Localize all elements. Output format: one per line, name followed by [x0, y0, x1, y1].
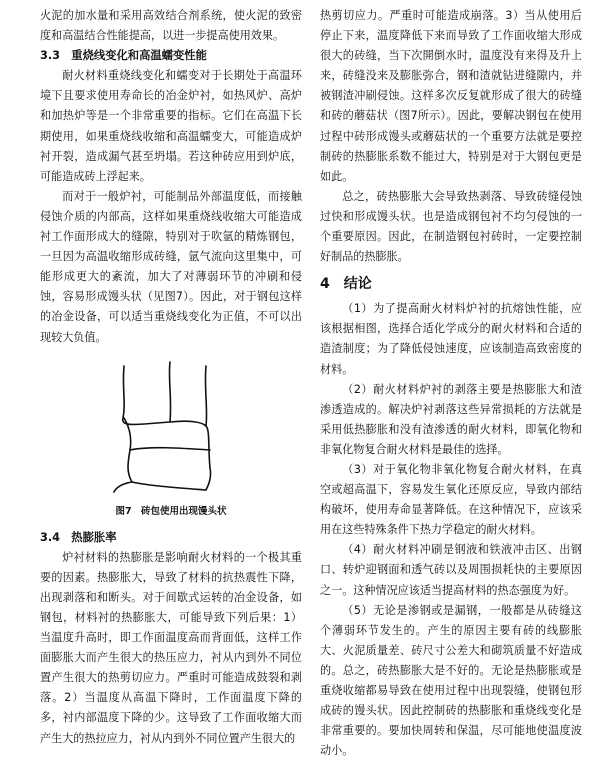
summary-paragraph: 总之，砖热膨胀大会导致热剥落、导致砖缝侵蚀过快和形成馒头状。也是造成钢包衬不均匀侵蚀的一个重要原因。因此，在制造钢包衬砖时，一定要控制好制品的热膨胀。	[320, 189, 582, 264]
left-column	[40, 6, 302, 749]
conclusion-3: （3）对于氧化物非氧化物复合耐火材料，在真空或超高温下，容易发生氧化还原反应，导致内部结构破坏，使用寿命显著降低。在这种情况下，应该采用在这些特殊条件下热力学稳定的耐火材料。	[320, 462, 582, 537]
conclusion-5: （5）无论是渗钢或是漏钢，一般都是从砖缝这个薄弱环节发生的。产生的原因主要有砖的线膨胀大、火泥质量差、砖尺寸公差大和砌筑质量不好造成的。总之，砖热膨胀大是不好的。无论是热膨胀或是重烧收缩都易导致在使用过程中出现裂缝，使钢包形成砖的馒头状。因此控制砖的热膨胀和重烧线变化是非常重要的。要加快周转和保温，尽可能地使温度波动小。	[320, 603, 582, 758]
section-3-4-paragraph: 炉衬材料的热膨胀是影响耐火材料的一个极其重要的因素。热膨胀大，导致了材料的抗热震性下降，出现剥落和和断头。对于间歇式运转的冶金设备，如钢包，材料衬的热膨胀大，可能导致下列后果：1）当温度升高时，即工作面温度高而背面低，这样工作面膨胀大而产生很大的热压应力，衬从内到外不同位置产生很大的热剪切应力。严重时可能造成鼓裂和剥落。2）当温度从高温下降时，工作面温度下降的多，衬内部温度下降的少。这导致了工作面收缩大而产生大的热拉应力，衬从内到外不同位置产生很大的	[40, 550, 302, 745]
intro-paragraph: 火泥的加水量和采用高效结合剂系统，使火泥的致密度和高温结合性能提高，以进一步提高使用效果。	[40, 9, 302, 43]
section-3-3-paragraph-2: 而对于一般炉衬，可能制品外部温度低，而接触侵蚀介质的内部高，这样如果重烧线收缩大可能造成衬工作面形成大的缝隙，特别对于吹氩的精炼钢包，一旦因为高温收缩形成砖缝，氩气流向这里集中，可能形成更大的紊流，加大了对薄弱环节的冲刷和侵蚀，容易形成馒头状（见图7）。因此，对于钢包这样的冶金设备，可以适当重烧线变化为正值，不可以出现较大负值。	[40, 189, 302, 344]
figure-7	[40, 358, 302, 498]
conclusion-4: （4）耐火材料冲刷是钢液和铁液冲击区、出钢口、转炉迎钢面和透气砖以及周围损耗快的主要原因之一。这种情况应该适当提高材料的热态强度为好。	[320, 543, 582, 597]
continued-paragraph: 热剪切应力。严重时可能造成崩落。3）当从使用后停止下来，温度降低下来而导致了工作面收缩大形成很大的砖缝，当下次開倒水时，温度没有来得及升上来，砖缝没来及膨胀弥合，钢和渣就钻进缝隙内，并被钢渣冲刷侵蚀。这样多次反复就形成了很大的砖缝和砖的蘑菇状（图7所示）。因此，要解决钢包在使用过程中砖形成馒头或蘑菇状的一个重要方法就是要控制砖的热膨胀系数不能过大，特别是对于大钢包更是如此。	[320, 9, 582, 183]
section-4-heading: 4 结论	[320, 276, 372, 293]
mushroom-brick-sketch	[110, 358, 220, 498]
conclusion-1: （1）为了提高耐火材料炉衬的抗熔蚀性能，应该根据相图，选择合适化学成分的耐火材料和合适的造渣制度；为了降低侵蚀速度，应该制造高致密度的材料。	[320, 302, 582, 376]
figure-caption: 图7 砖包使用出现馒头状	[115, 505, 227, 517]
conclusion-2: （2）耐火材料炉衬的剥落主要是热膨胀大和渣渗透造成的。解决炉衬剥落这些异常损耗的方法就是采用低热膨胀和没有渣渗透的耐火材料，即氧化物和非氧化物复合耐火材料是最佳的选择。	[320, 382, 582, 456]
section-3-3-heading: 3.3 重烧线变化和高温蠕变性能	[40, 49, 207, 63]
right-column	[320, 6, 582, 761]
section-3-4-heading: 3.4 热膨胀率	[40, 530, 117, 544]
section-3-3-paragraph-1: 耐火材料重烧线变化和蠕变对于长期处于高温环境下且要求使用寿命长的冶金炉衬，如热风炉、高炉和加热炉等是一个非常重要的指标。它们在高温下长期使用，如果重烧线收缩和高温蠕变大，可能造成炉衬开裂，造成漏气甚至坍塌。若这种砖应用到炉底，可能造成砖上浮起来。	[40, 69, 302, 183]
